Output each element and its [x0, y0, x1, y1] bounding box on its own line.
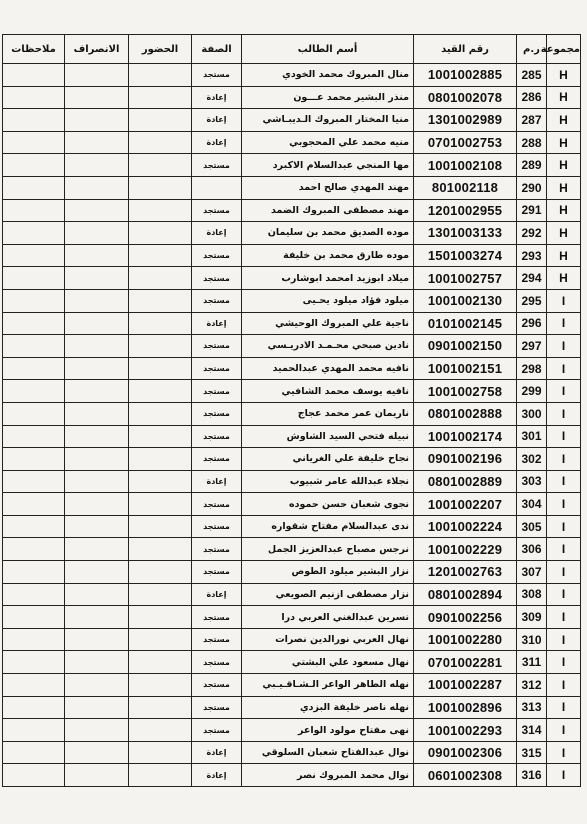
- student-name-cell: نسرين عبدالغني العربي درا: [242, 606, 414, 629]
- group-cell: I: [547, 493, 581, 516]
- notes-cell: [3, 176, 65, 199]
- header-group: مجموعة: [547, 35, 581, 64]
- student-attendance-table: [2, 34, 581, 787]
- student-name-cell: نهله الطاهر الواعر الـشـاقـيـبي: [242, 674, 414, 697]
- status-cell: مستجد: [192, 515, 242, 538]
- notes-cell: [3, 267, 65, 290]
- number-cell: 315: [517, 741, 547, 764]
- attendance-cell: [129, 719, 192, 742]
- registration-cell: 1301002989: [414, 109, 517, 132]
- notes-cell: [3, 109, 65, 132]
- notes-cell: [3, 719, 65, 742]
- student-name-cell: مهند المهدي صالح احمد: [242, 176, 414, 199]
- student-name-cell: ناريمان عمر محمد عجاج: [242, 402, 414, 425]
- status-cell: إعادة: [192, 470, 242, 493]
- number-cell: 298: [517, 357, 547, 380]
- number-cell: 295: [517, 289, 547, 312]
- notes-cell: [3, 561, 65, 584]
- departure-cell: [65, 267, 129, 290]
- number-cell: 286: [517, 86, 547, 109]
- student-name-cell: نوال عبدالفتاح شعبان السلوقي: [242, 741, 414, 764]
- departure-cell: [65, 335, 129, 358]
- departure-cell: [65, 538, 129, 561]
- table-row: [3, 628, 581, 651]
- notes-cell: [3, 651, 65, 674]
- group-cell: H: [547, 64, 581, 87]
- number-cell: 312: [517, 674, 547, 697]
- notes-cell: [3, 741, 65, 764]
- table-row: [3, 131, 581, 154]
- table-row: [3, 561, 581, 584]
- status-cell: مستجد: [192, 380, 242, 403]
- departure-cell: [65, 289, 129, 312]
- table-row: [3, 583, 581, 606]
- table-row: [3, 719, 581, 742]
- status-cell: مستجد: [192, 651, 242, 674]
- departure-cell: [65, 222, 129, 245]
- attendance-cell: [129, 244, 192, 267]
- registration-cell: 0901002150: [414, 335, 517, 358]
- departure-cell: [65, 357, 129, 380]
- registration-cell: 1001002151: [414, 357, 517, 380]
- number-cell: 305: [517, 515, 547, 538]
- departure-cell: [65, 244, 129, 267]
- departure-cell: [65, 154, 129, 177]
- attendance-cell: [129, 764, 192, 787]
- notes-cell: [3, 199, 65, 222]
- number-cell: 314: [517, 719, 547, 742]
- departure-cell: [65, 402, 129, 425]
- registration-cell: 1201002955: [414, 199, 517, 222]
- attendance-sheet: [0, 34, 587, 790]
- number-cell: 294: [517, 267, 547, 290]
- group-cell: I: [547, 719, 581, 742]
- number-cell: 307: [517, 561, 547, 584]
- status-cell: إعادة: [192, 764, 242, 787]
- number-cell: 289: [517, 154, 547, 177]
- attendance-cell: [129, 561, 192, 584]
- status-cell: مستجد: [192, 628, 242, 651]
- group-cell: H: [547, 176, 581, 199]
- attendance-cell: [129, 493, 192, 516]
- status-cell: إعادة: [192, 741, 242, 764]
- number-cell: 290: [517, 176, 547, 199]
- number-cell: 303: [517, 470, 547, 493]
- attendance-cell: [129, 448, 192, 471]
- group-cell: I: [547, 538, 581, 561]
- status-cell: [192, 176, 242, 199]
- number-cell: 292: [517, 222, 547, 245]
- student-name-cell: ندى عبدالسلام مفتاح شقواره: [242, 515, 414, 538]
- group-cell: I: [547, 425, 581, 448]
- status-cell: مستجد: [192, 561, 242, 584]
- attendance-cell: [129, 199, 192, 222]
- departure-cell: [65, 380, 129, 403]
- registration-cell: 1001002130: [414, 289, 517, 312]
- number-cell: 285: [517, 64, 547, 87]
- status-cell: مستجد: [192, 606, 242, 629]
- attendance-cell: [129, 674, 192, 697]
- registration-cell: 0801002894: [414, 583, 517, 606]
- status-cell: إعادة: [192, 86, 242, 109]
- student-name-cell: نجاح خليفة علي الغرياني: [242, 448, 414, 471]
- departure-cell: [65, 64, 129, 87]
- notes-cell: [3, 154, 65, 177]
- group-cell: H: [547, 199, 581, 222]
- group-cell: H: [547, 244, 581, 267]
- registration-cell: 0901002256: [414, 606, 517, 629]
- number-cell: 293: [517, 244, 547, 267]
- notes-cell: [3, 64, 65, 87]
- status-cell: مستجد: [192, 402, 242, 425]
- registration-cell: 1001002280: [414, 628, 517, 651]
- table-row: [3, 154, 581, 177]
- number-cell: 297: [517, 335, 547, 358]
- notes-cell: [3, 335, 65, 358]
- departure-cell: [65, 176, 129, 199]
- table-row: [3, 357, 581, 380]
- table-row: [3, 448, 581, 471]
- registration-cell: 0901002196: [414, 448, 517, 471]
- student-name-cell: نرجس مصباح عبدالعزيز الجمل: [242, 538, 414, 561]
- notes-cell: [3, 86, 65, 109]
- attendance-cell: [129, 628, 192, 651]
- table-row: [3, 109, 581, 132]
- number-cell: 316: [517, 764, 547, 787]
- status-cell: إعادة: [192, 222, 242, 245]
- registration-cell: 1001002108: [414, 154, 517, 177]
- departure-cell: [65, 470, 129, 493]
- notes-cell: [3, 674, 65, 697]
- group-cell: I: [547, 561, 581, 584]
- attendance-cell: [129, 583, 192, 606]
- attendance-cell: [129, 109, 192, 132]
- departure-cell: [65, 448, 129, 471]
- group-cell: I: [547, 628, 581, 651]
- status-cell: مستجد: [192, 538, 242, 561]
- student-name-cell: نادين صبحي محـمـد الادريـسي: [242, 335, 414, 358]
- group-cell: I: [547, 470, 581, 493]
- number-cell: 302: [517, 448, 547, 471]
- departure-cell: [65, 109, 129, 132]
- attendance-cell: [129, 312, 192, 335]
- number-cell: 311: [517, 651, 547, 674]
- group-cell: H: [547, 131, 581, 154]
- number-cell: 304: [517, 493, 547, 516]
- student-name-cell: ميلود فؤاد ميلود يحـيى: [242, 289, 414, 312]
- registration-cell: 801002118: [414, 176, 517, 199]
- notes-cell: [3, 402, 65, 425]
- group-cell: H: [547, 86, 581, 109]
- group-cell: I: [547, 335, 581, 358]
- student-name-cell: منذر البشير محمد عـــون: [242, 86, 414, 109]
- group-cell: H: [547, 154, 581, 177]
- notes-cell: [3, 312, 65, 335]
- student-name-cell: نهال مسعود علي البشتي: [242, 651, 414, 674]
- student-name-cell: نافيه يوسف محمد الشافيي: [242, 380, 414, 403]
- student-name-cell: منيا المختار المبروك الـديبـاشي: [242, 109, 414, 132]
- departure-cell: [65, 86, 129, 109]
- notes-cell: [3, 470, 65, 493]
- student-name-cell: منيه محمد علي المحجوبي: [242, 131, 414, 154]
- attendance-cell: [129, 470, 192, 493]
- table-row: [3, 425, 581, 448]
- student-name-cell: نجوى شعبان حسن حموده: [242, 493, 414, 516]
- registration-cell: 1301003133: [414, 222, 517, 245]
- status-cell: مستجد: [192, 289, 242, 312]
- table-row: [3, 199, 581, 222]
- student-name-cell: نجلاء عبدالله عامر شبيوب: [242, 470, 414, 493]
- status-cell: مستجد: [192, 448, 242, 471]
- header-number: ر.م: [517, 35, 547, 64]
- student-name-cell: مها المنجي عبدالسلام الاكبرد: [242, 154, 414, 177]
- attendance-cell: [129, 402, 192, 425]
- header-name: أسم الطالب: [242, 35, 414, 64]
- registration-cell: 1001002224: [414, 515, 517, 538]
- notes-cell: [3, 493, 65, 516]
- departure-cell: [65, 606, 129, 629]
- registration-cell: 0701002753: [414, 131, 517, 154]
- registration-cell: 0801002078: [414, 86, 517, 109]
- attendance-cell: [129, 515, 192, 538]
- table-row: [3, 289, 581, 312]
- notes-cell: [3, 131, 65, 154]
- status-cell: مستجد: [192, 335, 242, 358]
- group-cell: I: [547, 741, 581, 764]
- attendance-cell: [129, 176, 192, 199]
- table-row: [3, 222, 581, 245]
- header-status: الصفة: [192, 35, 242, 64]
- departure-cell: [65, 674, 129, 697]
- number-cell: 300: [517, 402, 547, 425]
- attendance-cell: [129, 696, 192, 719]
- group-cell: I: [547, 674, 581, 697]
- attendance-cell: [129, 64, 192, 87]
- number-cell: 313: [517, 696, 547, 719]
- table-row: [3, 741, 581, 764]
- group-cell: I: [547, 380, 581, 403]
- group-cell: I: [547, 515, 581, 538]
- registration-cell: 1001002757: [414, 267, 517, 290]
- status-cell: مستجد: [192, 696, 242, 719]
- notes-cell: [3, 538, 65, 561]
- notes-cell: [3, 448, 65, 471]
- student-name-cell: مهند مصطفى المبروك الضمد: [242, 199, 414, 222]
- table-row: [3, 402, 581, 425]
- attendance-cell: [129, 335, 192, 358]
- departure-cell: [65, 628, 129, 651]
- status-cell: مستجد: [192, 64, 242, 87]
- student-name-cell: نوال محمد المبروك نصر: [242, 764, 414, 787]
- group-cell: I: [547, 764, 581, 787]
- registration-cell: 1001002207: [414, 493, 517, 516]
- departure-cell: [65, 696, 129, 719]
- group-cell: H: [547, 267, 581, 290]
- header-notes: ملاحظات: [3, 35, 65, 64]
- departure-cell: [65, 425, 129, 448]
- number-cell: 308: [517, 583, 547, 606]
- header-attendance: الحضور: [129, 35, 192, 64]
- departure-cell: [65, 493, 129, 516]
- status-cell: مستجد: [192, 154, 242, 177]
- student-name-cell: نهى مفتاح مولود الواعر: [242, 719, 414, 742]
- notes-cell: [3, 357, 65, 380]
- student-name-cell: نهال العربي نورالدين نصرات: [242, 628, 414, 651]
- status-cell: إعادة: [192, 583, 242, 606]
- registration-cell: 1001002885: [414, 64, 517, 87]
- registration-cell: 0801002889: [414, 470, 517, 493]
- status-cell: إعادة: [192, 312, 242, 335]
- number-cell: 306: [517, 538, 547, 561]
- number-cell: 291: [517, 199, 547, 222]
- departure-cell: [65, 651, 129, 674]
- attendance-cell: [129, 222, 192, 245]
- attendance-cell: [129, 357, 192, 380]
- number-cell: 296: [517, 312, 547, 335]
- attendance-cell: [129, 380, 192, 403]
- notes-cell: [3, 289, 65, 312]
- table-row: [3, 764, 581, 787]
- attendance-cell: [129, 651, 192, 674]
- departure-cell: [65, 515, 129, 538]
- table-row: [3, 651, 581, 674]
- notes-cell: [3, 696, 65, 719]
- notes-cell: [3, 515, 65, 538]
- notes-cell: [3, 222, 65, 245]
- student-name-cell: منال المبروك محمد الخودي: [242, 64, 414, 87]
- attendance-cell: [129, 538, 192, 561]
- group-cell: I: [547, 289, 581, 312]
- student-name-cell: ناجية علي المبروك الوحيشي: [242, 312, 414, 335]
- table-row: [3, 244, 581, 267]
- table-row: [3, 493, 581, 516]
- table-row: [3, 470, 581, 493]
- attendance-cell: [129, 425, 192, 448]
- attendance-cell: [129, 289, 192, 312]
- status-cell: مستجد: [192, 674, 242, 697]
- student-name-cell: موده الصديق محمد بن سليمان: [242, 222, 414, 245]
- number-cell: 288: [517, 131, 547, 154]
- group-cell: I: [547, 357, 581, 380]
- student-name-cell: موده طارق محمد بن خليفة: [242, 244, 414, 267]
- table-row: [3, 674, 581, 697]
- group-cell: I: [547, 651, 581, 674]
- registration-cell: 1001002287: [414, 674, 517, 697]
- registration-cell: 1001002229: [414, 538, 517, 561]
- student-name-cell: نبيله فتحي السيد الشاوش: [242, 425, 414, 448]
- number-cell: 299: [517, 380, 547, 403]
- table-row: [3, 380, 581, 403]
- registration-cell: 1501003274: [414, 244, 517, 267]
- departure-cell: [65, 719, 129, 742]
- departure-cell: [65, 561, 129, 584]
- group-cell: I: [547, 402, 581, 425]
- notes-cell: [3, 380, 65, 403]
- registration-cell: 0701002281: [414, 651, 517, 674]
- number-cell: 309: [517, 606, 547, 629]
- notes-cell: [3, 764, 65, 787]
- table-row: [3, 176, 581, 199]
- departure-cell: [65, 741, 129, 764]
- table-row: [3, 267, 581, 290]
- attendance-cell: [129, 154, 192, 177]
- number-cell: 310: [517, 628, 547, 651]
- header-departure: الانصراف: [65, 35, 129, 64]
- group-cell: I: [547, 312, 581, 335]
- number-cell: 301: [517, 425, 547, 448]
- status-cell: مستجد: [192, 357, 242, 380]
- attendance-cell: [129, 741, 192, 764]
- student-name-cell: ميلاد ابوزيد امحمد ابوشارب: [242, 267, 414, 290]
- registration-cell: 1201002763: [414, 561, 517, 584]
- attendance-cell: [129, 606, 192, 629]
- registration-cell: 1001002293: [414, 719, 517, 742]
- status-cell: مستجد: [192, 493, 242, 516]
- status-cell: إعادة: [192, 109, 242, 132]
- table-row: [3, 86, 581, 109]
- status-cell: إعادة: [192, 131, 242, 154]
- student-name-cell: نافيه محمد المهدي عبدالحميد: [242, 357, 414, 380]
- departure-cell: [65, 312, 129, 335]
- departure-cell: [65, 764, 129, 787]
- registration-cell: 1001002896: [414, 696, 517, 719]
- table-row: [3, 312, 581, 335]
- group-cell: I: [547, 448, 581, 471]
- notes-cell: [3, 244, 65, 267]
- registration-cell: 0901002306: [414, 741, 517, 764]
- table-row: [3, 335, 581, 358]
- notes-cell: [3, 628, 65, 651]
- group-cell: I: [547, 696, 581, 719]
- header-registration: رقم القيد: [414, 35, 517, 64]
- group-cell: I: [547, 606, 581, 629]
- table-row: [3, 606, 581, 629]
- notes-cell: [3, 606, 65, 629]
- table-row: [3, 515, 581, 538]
- registration-cell: 1001002174: [414, 425, 517, 448]
- registration-cell: 0801002888: [414, 402, 517, 425]
- attendance-cell: [129, 131, 192, 154]
- student-name-cell: نهله ناصر خليفة البزدي: [242, 696, 414, 719]
- status-cell: مستجد: [192, 244, 242, 267]
- status-cell: مستجد: [192, 267, 242, 290]
- header-row: [3, 35, 581, 64]
- registration-cell: 0101002145: [414, 312, 517, 335]
- departure-cell: [65, 131, 129, 154]
- departure-cell: [65, 583, 129, 606]
- student-name-cell: نزار مصطفى ازنيم الصويعي: [242, 583, 414, 606]
- registration-cell: 1001002758: [414, 380, 517, 403]
- status-cell: مستجد: [192, 199, 242, 222]
- group-cell: H: [547, 109, 581, 132]
- table-row: [3, 538, 581, 561]
- table-row: [3, 696, 581, 719]
- student-name-cell: نزار البشير ميلود الطوص: [242, 561, 414, 584]
- status-cell: مستجد: [192, 719, 242, 742]
- group-cell: H: [547, 222, 581, 245]
- number-cell: 287: [517, 109, 547, 132]
- notes-cell: [3, 583, 65, 606]
- registration-cell: 0601002308: [414, 764, 517, 787]
- attendance-cell: [129, 86, 192, 109]
- group-cell: I: [547, 583, 581, 606]
- attendance-cell: [129, 267, 192, 290]
- table-row: [3, 64, 581, 87]
- status-cell: مستجد: [192, 425, 242, 448]
- notes-cell: [3, 425, 65, 448]
- departure-cell: [65, 199, 129, 222]
